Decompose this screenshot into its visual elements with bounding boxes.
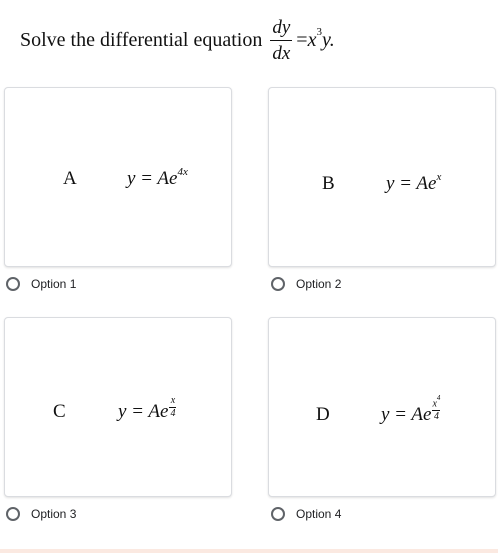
option-equation <box>381 393 441 436</box>
option-letter: A <box>63 168 77 189</box>
radio-label: Option 2 <box>296 277 342 291</box>
radio-button[interactable] <box>271 507 285 521</box>
option-letter: C <box>53 401 66 422</box>
exponent-numerator-power: 4 <box>436 393 441 402</box>
radio-option-3[interactable] <box>6 504 76 524</box>
radio-label: Option 4 <box>296 507 342 521</box>
radio-option-2[interactable] <box>271 274 341 294</box>
option-letter: B <box>322 173 335 194</box>
option-letter: D <box>316 404 330 425</box>
exponent-numerator-base: x <box>432 398 437 409</box>
radio-button[interactable] <box>6 277 20 291</box>
equation-exponent: 4x <box>177 166 188 178</box>
equals-sign: = <box>296 28 308 51</box>
option-card-b[interactable] <box>268 87 496 267</box>
equation-base: e <box>160 401 169 422</box>
equation-lhs: y = A <box>127 168 170 189</box>
question-label: Solve the differential equation <box>20 28 263 51</box>
equation-exponent: x <box>436 171 442 183</box>
radio-button[interactable] <box>6 507 20 521</box>
derivative-fraction <box>270 18 292 63</box>
equation-lhs: y = A <box>381 404 424 425</box>
exponent-fraction <box>169 396 176 419</box>
exponent-fraction <box>432 393 441 422</box>
exponent-numerator: x <box>170 395 176 406</box>
option-card-a[interactable] <box>4 87 232 267</box>
equation-base: e <box>169 168 178 189</box>
rhs-y: y. <box>321 28 335 51</box>
equation-base: e <box>428 173 437 194</box>
radio-button[interactable] <box>271 277 285 291</box>
radio-option-4[interactable] <box>271 504 341 524</box>
exponent-denominator: 4 <box>170 408 176 419</box>
rhs-x: x <box>307 28 317 51</box>
bottom-divider <box>0 549 498 553</box>
question-text <box>20 14 335 66</box>
radio-option-1[interactable] <box>6 274 76 294</box>
exponent-numerator <box>432 393 441 409</box>
equation-lhs: y = A <box>118 401 161 422</box>
fraction-denominator: dx <box>272 42 291 64</box>
option-card-d[interactable] <box>268 317 496 497</box>
fraction-numerator: dy <box>272 16 291 38</box>
option-equation <box>386 173 441 195</box>
exponent-denominator: 4 <box>433 411 439 422</box>
option-equation <box>127 168 188 190</box>
option-equation <box>118 395 176 433</box>
radio-label: Option 1 <box>31 277 77 291</box>
equation-lhs: y = A <box>386 173 429 194</box>
equation-base: e <box>423 404 432 425</box>
option-card-c[interactable] <box>4 317 232 497</box>
equation-rhs <box>296 25 335 52</box>
radio-label: Option 3 <box>31 507 77 521</box>
rhs-exponent: 3 <box>316 25 322 38</box>
